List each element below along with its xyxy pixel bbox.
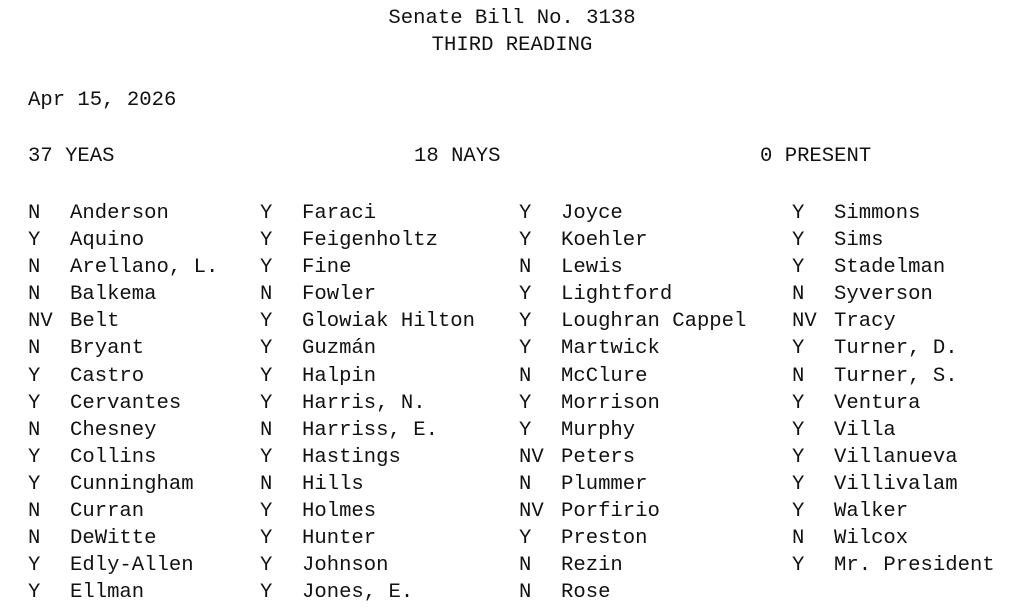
senator-name: Lightford — [561, 283, 673, 307]
senator-name: Peters — [561, 445, 636, 469]
vote-code: Y — [792, 337, 805, 361]
senator-name: Villa — [834, 418, 896, 442]
vote-code: Y — [260, 500, 273, 524]
senator-name: Murphy — [561, 418, 636, 442]
vote-code: NV — [792, 310, 817, 334]
senator-name: Guzmán — [302, 337, 377, 361]
vote-code: Y — [28, 472, 41, 496]
vote-code: Y — [260, 554, 273, 578]
vote-code: N — [28, 527, 41, 551]
vote-code: N — [28, 202, 41, 225]
vote-code: Y — [260, 445, 273, 469]
vote-code: Y — [260, 256, 273, 280]
senator-name: Hastings — [302, 445, 401, 469]
vote-code: N — [28, 337, 41, 361]
vote-code: N — [792, 283, 805, 307]
senator-name: Aquino — [70, 229, 145, 253]
senator-name: Porfirio — [561, 500, 660, 524]
vote-code: Y — [28, 229, 41, 253]
senator-name: Plummer — [561, 472, 648, 496]
senator-name: Halpin — [302, 364, 377, 388]
vote-code: Y — [260, 202, 273, 225]
senator-name: Johnson — [302, 554, 389, 578]
senator-name: Hills — [302, 472, 364, 496]
senator-name: Martwick — [561, 337, 660, 361]
vote-code: Y — [519, 418, 532, 442]
senator-name: Turner, S. — [834, 364, 958, 388]
vote-code: N — [260, 472, 273, 496]
vote-code: Y — [260, 310, 273, 334]
senator-name: Harriss, E. — [302, 418, 438, 442]
vote-code: Y — [519, 229, 532, 253]
vote-code: N — [260, 418, 273, 442]
vote-code: Y — [792, 256, 805, 280]
vote-code: Y — [792, 391, 805, 415]
present-count: 0 PRESENT — [760, 145, 872, 168]
vote-code: NV — [519, 445, 544, 469]
vote-code: Y — [28, 391, 41, 415]
senator-name: Syverson — [834, 283, 933, 307]
senator-name: Fowler — [302, 283, 377, 307]
senator-name: Walker — [834, 500, 909, 524]
reading-label: THIRD READING — [431, 34, 593, 57]
senator-name: Lewis — [561, 256, 623, 280]
senator-name: McClure — [561, 364, 648, 388]
vote-code: N — [519, 256, 532, 280]
vote-code: Y — [28, 364, 41, 388]
vote-code: Y — [28, 445, 41, 469]
vote-code: Y — [792, 229, 805, 253]
vote-code: Y — [260, 527, 273, 551]
vote-date: Apr 15, 2026 — [28, 89, 177, 112]
vote-code: N — [28, 418, 41, 442]
senator-name: Holmes — [302, 500, 377, 524]
vote-code: N — [28, 256, 41, 280]
vote-code: Y — [792, 554, 805, 578]
senator-name: Bryant — [70, 337, 145, 361]
senator-name: Turner, D. — [834, 337, 958, 361]
vote-code: NV — [519, 500, 544, 524]
vote-code: N — [519, 472, 532, 496]
vote-code: N — [792, 364, 805, 388]
senator-name: Stadelman — [834, 256, 946, 280]
vote-code: N — [28, 283, 41, 307]
senator-name: Fine — [302, 256, 352, 280]
vote-code: Y — [260, 229, 273, 253]
vote-code: Y — [519, 391, 532, 415]
bill-title: Senate Bill No. 3138 — [388, 7, 636, 30]
senator-name: Tracy — [834, 310, 896, 334]
senator-name: Hunter — [302, 527, 377, 551]
senator-name: Mr. President — [834, 554, 995, 578]
senator-name: Collins — [70, 445, 157, 469]
senator-name: Koehler — [561, 229, 648, 253]
vote-code: Y — [260, 337, 273, 361]
vote-code: N — [519, 364, 532, 388]
vote-code: Y — [519, 202, 532, 225]
senator-name: Morrison — [561, 391, 660, 415]
vote-code: Y — [260, 364, 273, 388]
vote-code: NV — [28, 310, 53, 334]
vote-code: Y — [519, 310, 532, 334]
senator-name: Jones, E. — [302, 581, 414, 605]
vote-code: N — [260, 283, 273, 307]
senator-name: Chesney — [70, 418, 157, 442]
senator-name: Faraci — [302, 202, 377, 225]
senator-name: DeWitte — [70, 527, 157, 551]
senator-name: Ellman — [70, 581, 145, 605]
vote-code: N — [519, 581, 532, 605]
vote-code: Y — [792, 418, 805, 442]
senator-name: Wilcox — [834, 527, 909, 551]
vote-code: Y — [792, 202, 805, 225]
senator-name: Ventura — [834, 391, 921, 415]
senator-name: Belt — [70, 310, 120, 334]
senator-name: Balkema — [70, 283, 157, 307]
senator-name: Villivalam — [834, 472, 958, 496]
vote-code: Y — [792, 500, 805, 524]
senator-name: Simmons — [834, 202, 921, 225]
senator-name: Rose — [561, 581, 611, 605]
senator-name: Curran — [70, 500, 145, 524]
senator-name: Villanueva — [834, 445, 958, 469]
vote-code: Y — [28, 554, 41, 578]
vote-code: Y — [792, 445, 805, 469]
senator-name: Anderson — [70, 202, 169, 225]
vote-code: Y — [260, 581, 273, 605]
vote-code: N — [28, 500, 41, 524]
senator-name: Harris, N. — [302, 391, 426, 415]
senator-name: Arellano, L. — [70, 256, 219, 280]
vote-code: Y — [519, 337, 532, 361]
vote-code: Y — [519, 527, 532, 551]
senator-name: Joyce — [561, 202, 623, 225]
senator-name: Sims — [834, 229, 884, 253]
senator-name: Rezin — [561, 554, 623, 578]
vote-code: N — [792, 527, 805, 551]
senator-name: Loughran Cappel — [561, 310, 747, 334]
vote-code: Y — [792, 472, 805, 496]
vote-code: Y — [519, 283, 532, 307]
vote-code: Y — [28, 581, 41, 605]
senator-name: Cervantes — [70, 391, 182, 415]
nays-count: 18 NAYS — [414, 145, 501, 168]
senator-name: Glowiak Hilton — [302, 310, 476, 334]
senator-name: Edly-Allen — [70, 554, 194, 578]
senator-name: Preston — [561, 527, 648, 551]
yeas-count: 37 YEAS — [28, 145, 115, 168]
senator-name: Castro — [70, 364, 145, 388]
vote-code: N — [519, 554, 532, 578]
senator-name: Feigenholtz — [302, 229, 438, 253]
senator-name: Cunningham — [70, 472, 194, 496]
vote-code: Y — [260, 391, 273, 415]
